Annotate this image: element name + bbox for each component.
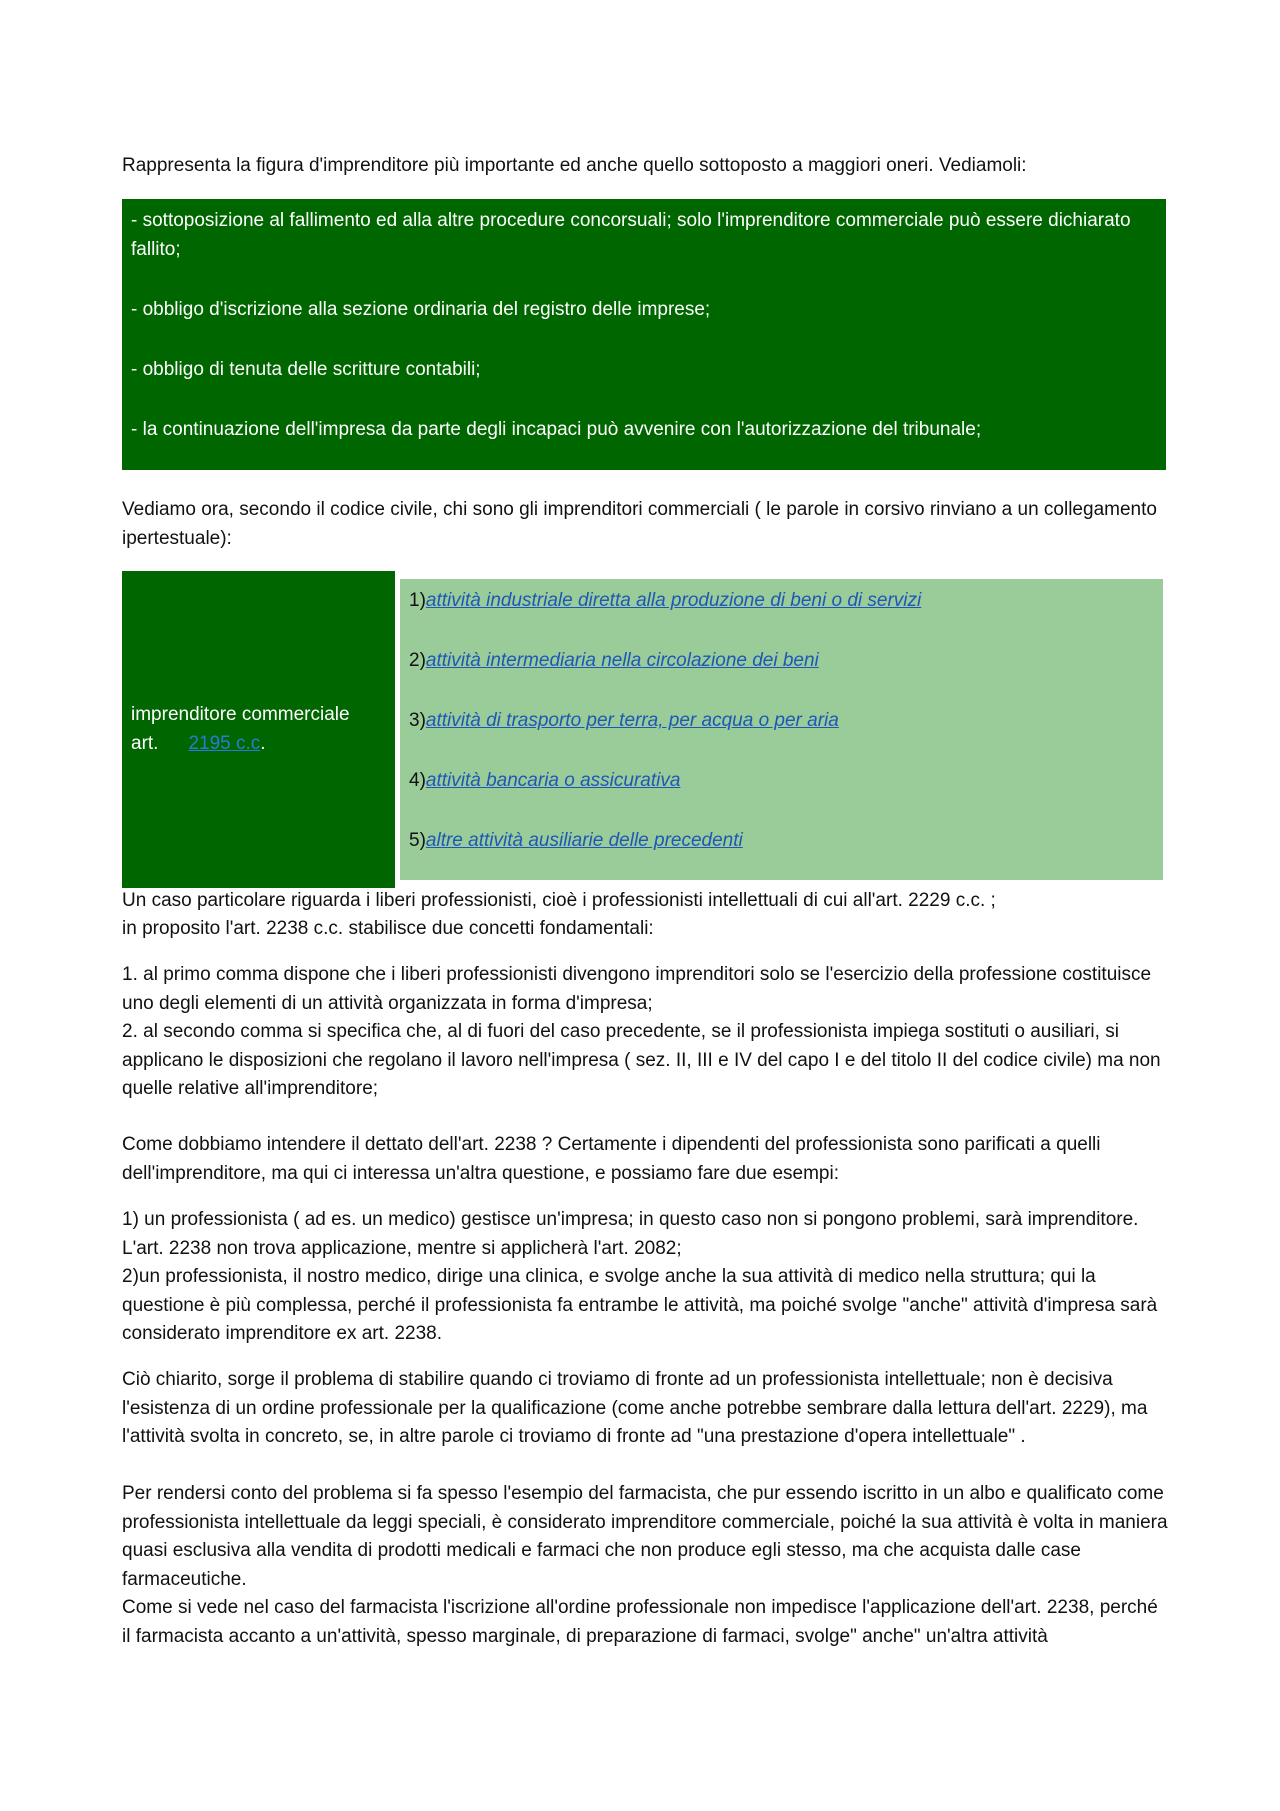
row-number: 3) [409, 710, 426, 731]
point-1: 1. al primo comma dispone che i liberi professionisti divengono imprenditori solo se l'esercizio della professione costituisce uno degli elementi di un attività organizzata in forma d'impresa; [122, 964, 1152, 1014]
example-2: 2)un professionista, il nostro medico, dirige una clinica, e svolge anche la sua attività di medico nella struttura; qui la questione è più complessa, perché il professionista fa entrambe le attività, ma poiché svolge "anche" attività d'impresa sarà considerato imprenditore ex art. 2238. [122, 1266, 1158, 1344]
caso-line-2: in proposito l'art. 2238 c.c. stabilisce due concetti fondamentali: [122, 918, 654, 939]
intro-paragraph: Rappresenta la figura d'imprenditore più importante ed anche quello sottoposto a maggiori oneri. Vediamoli: [122, 155, 1027, 176]
activity-link-3[interactable]: attività di trasporto per terra, per acqua o per aria [425, 710, 839, 731]
vediamo-paragraph: Vediamo ora, secondo il codice civile, chi sono gli imprenditori commerciali ( le parole in corsivo rinviano a un collegamento ipertestuale): [122, 499, 1157, 549]
activity-link-5[interactable]: altre attività ausiliarie delle precedenti [425, 830, 743, 851]
activity-link-1[interactable]: attività industriale diretta alla produzione di beni o di servizi [425, 590, 922, 611]
obligation-item: - obbligo di tenuta delle scritture contabili; [131, 358, 481, 380]
caso-line-1: Un caso particolare riguarda i liberi professionisti, cioè i professionisti intellettuali di cui all'art. 2229 c.c. ; [122, 890, 996, 911]
activity-row-2 [409, 647, 1163, 676]
activity-link-2[interactable]: attività intermediaria nella circolazione dei beni [425, 650, 819, 671]
row-number: 1) [409, 590, 426, 611]
obligation-item: - la continuazione dell'impresa da parte degli incapaci può avvenire con l'autorizzazione del tribunale; [131, 418, 982, 440]
left-cell-label: imprenditore commerciale [131, 704, 350, 725]
art-text: art. [131, 732, 159, 754]
art-end: . [260, 732, 266, 754]
art-2195-link[interactable]: 2195 c.c [188, 732, 261, 754]
activity-row-5 [409, 827, 1163, 856]
row-number: 5) [409, 830, 426, 851]
cio-paragraph: Ciò chiarito, sorge il problema di stabilire quando ci troviamo di fronte ad un professionista intellettuale; non è decisiva l'esistenza di un ordine professionale per la qualificazione (come anche potrebbe sembrare dalla lettura dell'art. 2229), ma l'attività svolta in concreto, se, in altre parole ci troviamo di fronte ad "una prestazione d'opera intellettuale" . [122, 1369, 1148, 1447]
activity-link-4[interactable]: attività bancaria o assicurativa [425, 770, 681, 791]
activity-row-3 [409, 707, 1163, 736]
example-1: 1) un professionista ( ad es. un medico) gestisce un'impresa; in questo caso non si pongono problemi, sarà imprenditore. L'art. 2238 non trova applicazione, mentre si applicherà l'art. 2082; [122, 1209, 1139, 1259]
table-right-cell [400, 579, 1163, 880]
come-paragraph: Come dobbiamo intendere il dettato dell'art. 2238 ? Certamente i dipendenti del professionista sono parificati a quelli dell'imprenditore, ma qui ci interessa un'altra questione, e possiamo fare due esempi: [122, 1134, 1101, 1184]
point-2: 2. al secondo comma si specifica che, al di fuori del caso precedente, se il professionista impiega sostituti o ausiliari, si applicano le disposizioni che regolano il lavoro nell'impresa ( sez. II, III e IV del capo I e del titolo II del codice civile) ma non quelle relative all'imprenditore; [122, 1021, 1161, 1099]
obligation-item: - obbligo d'iscrizione alla sezione ordinaria del registro delle imprese; [131, 298, 711, 320]
vede-paragraph: Come si vede nel caso del farmacista l'iscrizione all'ordine professionale non impedisce l'applicazione dell'art. 2238, perché il farmacista accanto a un'attività, spesso marginale, di preparazione di farmaci, svolge" anche" un'altra attività [122, 1597, 1158, 1647]
activity-row-1 [409, 587, 1163, 616]
row-number: 2) [409, 650, 426, 671]
obligations-box [122, 199, 1166, 470]
activity-row-4 [409, 767, 1163, 796]
left-cell-art-line [131, 730, 385, 759]
table-left-cell [122, 571, 395, 888]
per-paragraph: Per rendersi conto del problema si fa spesso l'esempio del farmacista, che pur essendo iscritto in un albo e qualificato come professionista intellettuale da leggi speciali, è considerato imprenditore commerciale, poiché la sua attività è volta in maniera quasi esclusiva alla vendita di prodotti medicali e farmaci che non produce egli stesso, ma che acquista dalle case farmaceutiche. [122, 1483, 1168, 1590]
obligation-item: - sottoposizione al fallimento ed alla altre procedure concorsuali; solo l'imprenditore commerciale può essere dichiarato fallito; [131, 210, 1131, 260]
row-number: 4) [409, 770, 426, 791]
